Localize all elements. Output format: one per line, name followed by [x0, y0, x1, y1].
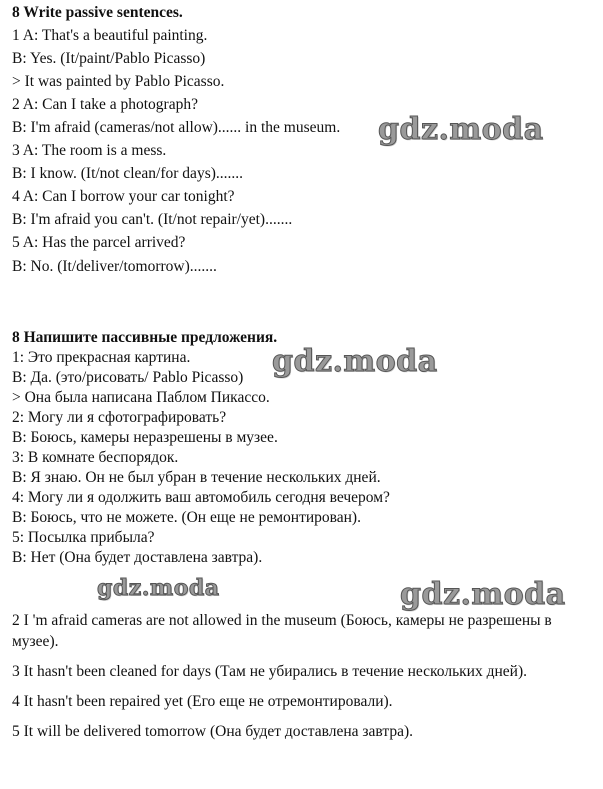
- answer-item: 3 It hasn't been cleaned for days (Там не убирались в течение нескольких дней).: [12, 663, 527, 680]
- watermark-logo: gdz.moda: [272, 344, 438, 379]
- russian-line: 5: Посылка прибыла?: [12, 529, 155, 546]
- russian-line: 1: Это прекрасная картина.: [12, 349, 191, 366]
- russian-heading: 8 Напишите пассивные предложения.: [12, 329, 278, 346]
- english-line: > It was painted by Pablo Picasso.: [12, 73, 225, 90]
- english-line: 5 A: Has the parcel arrived?: [12, 234, 186, 251]
- answer-item: 5 It will be delivered tomorrow (Она будет доставлена завтра).: [12, 723, 413, 740]
- russian-line: B: Боюсь, что не можете. (Он еще не ремонтирован).: [12, 509, 361, 526]
- russian-line: 3: В комнате беспорядок.: [12, 449, 179, 466]
- answer-item: 4 It hasn't been repaired yet (Его еще не отремонтировали).: [12, 693, 393, 710]
- english-line: 3 A: The room is a mess.: [12, 142, 167, 159]
- watermark-logo: gdz.moda: [97, 575, 220, 601]
- russian-line: 4: Могу ли я одолжить ваш автомобиль сегодня вечером?: [12, 489, 390, 506]
- english-line: 2 A: Can I take a photograph?: [12, 96, 198, 113]
- russian-line: > Она была написана Паблом Пикассо.: [12, 389, 270, 406]
- russian-line: B: Нет (Она будет доставлена завтра).: [12, 549, 263, 566]
- english-line: 4 A: Can I borrow your car tonight?: [12, 188, 235, 205]
- watermark-logo: gdz.moda: [378, 112, 544, 147]
- english-heading: 8 Write passive sentences.: [12, 4, 183, 21]
- answer-item: 2 I 'm afraid cameras are not allowed in the museum (Боюсь, камеры не разрешены в музее).: [12, 612, 552, 650]
- russian-line: 2: Могу ли я сфотографировать?: [12, 409, 227, 426]
- russian-line: B: Да. (это/рисовать/ Pablo Picasso): [12, 369, 244, 386]
- watermark-logo: gdz.moda: [400, 577, 566, 612]
- english-line: B: No. (It/deliver/tomorrow).......: [12, 258, 217, 275]
- russian-line: B: Я знаю. Он не был убран в течение нескольких дней.: [12, 469, 381, 486]
- english-line: B: Yes. (It/paint/Pablo Picasso): [12, 50, 206, 67]
- english-line: B: I know. (It/not clean/for days).......: [12, 165, 244, 182]
- english-line: B: I'm afraid you can't. (It/not repair/yet).......: [12, 211, 293, 228]
- russian-line: B: Боюсь, камеры неразрешены в музее.: [12, 429, 278, 446]
- english-line: B: I'm afraid (cameras/not allow)...... in the museum.: [12, 119, 341, 136]
- english-line: 1 A: That's a beautiful painting.: [12, 27, 208, 44]
